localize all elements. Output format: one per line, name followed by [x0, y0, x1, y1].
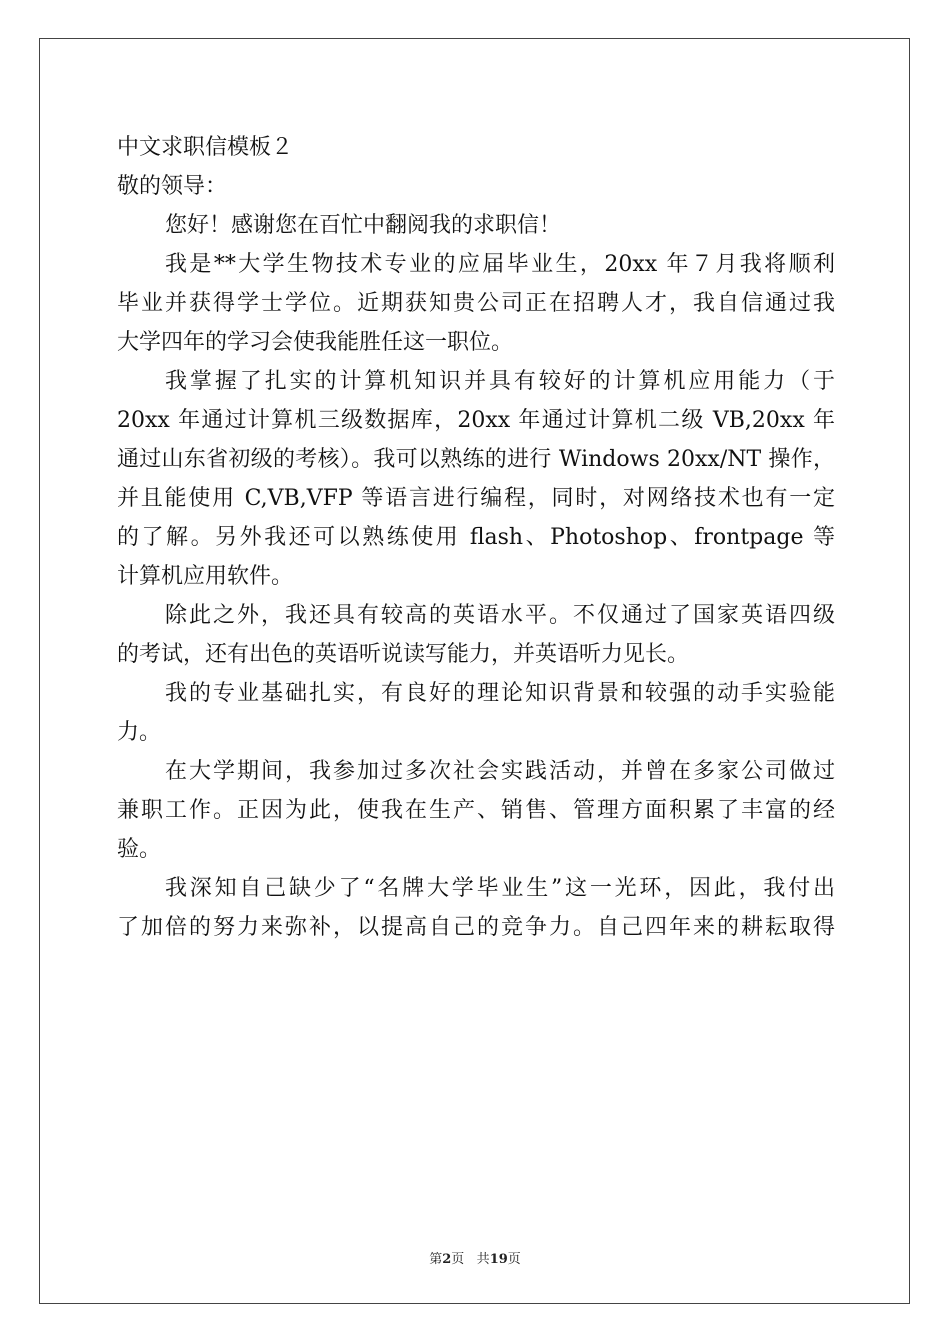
page-number: 2: [442, 1252, 452, 1267]
page-footer: [0, 1248, 950, 1267]
body-line: 了加倍的努力来弥补，以提高自己的竞争力。自己四年来的耕耘取得: [117, 915, 835, 940]
total-pages: 19: [489, 1252, 508, 1267]
body-line: 我是**大学生物技术专业的应届毕业生，20xx 年７月我将顺利: [165, 252, 835, 277]
body-line: 毕业并获得学士学位。近期获知贵公司正在招聘人才，我自信通过我: [117, 291, 835, 316]
body-line: 除此之外，我还具有较高的英语水平。不仅通过了国家英语四级: [165, 603, 835, 628]
page-prefix: 第: [429, 1252, 443, 1267]
document-title: 中文求职信模板２: [117, 135, 294, 160]
page-suffix: 页: [451, 1252, 465, 1267]
body-line: 您好！感谢您在百忙中翻阅我的求职信！: [165, 213, 562, 238]
salutation: 敬的领导：: [117, 174, 228, 199]
document-body: [117, 128, 835, 947]
body-line: 的考试，还有出色的英语听说读写能力，并英语听力见长。: [117, 642, 690, 667]
body-line: 我的专业基础扎实，有良好的理论知识背景和较强的动手实验能: [165, 681, 835, 706]
body-line: 我深知自己缺少了“名牌大学毕业生”这一光环，因此，我付出: [165, 876, 835, 901]
body-line: 我掌握了扎实的计算机知识并具有较好的计算机应用能力（于: [165, 369, 835, 394]
body-line: 并且能使用 C,VB,VFP 等语言进行编程，同时，对网络技术也有一定: [117, 486, 835, 511]
body-line: 的了解。另外我还可以熟练使用 flash、Photoshop、frontpage 等: [117, 525, 835, 550]
total-suffix: 页: [507, 1252, 521, 1267]
body-text: [117, 206, 835, 947]
body-line: 在大学期间，我参加过多次社会实践活动，并曾在多家公司做过: [165, 759, 835, 784]
body-line: 大学四年的学习会使我能胜任这一职位。: [117, 330, 514, 355]
body-line: 力。: [117, 720, 162, 745]
total-prefix: 共: [476, 1252, 490, 1267]
body-line: 20xx 年通过计算机三级数据库，20xx 年通过计算机二级 VB,20xx 年: [117, 408, 835, 433]
body-line: 计算机应用软件。: [117, 564, 294, 589]
body-line: 兼职工作。正因为此，使我在生产、销售、管理方面积累了丰富的经: [117, 798, 835, 823]
body-line: 通过山东省初级的考核）。我可以熟练的进行 Windows 20xx/NT 操作，: [117, 447, 835, 472]
body-line: 验。: [117, 837, 162, 862]
